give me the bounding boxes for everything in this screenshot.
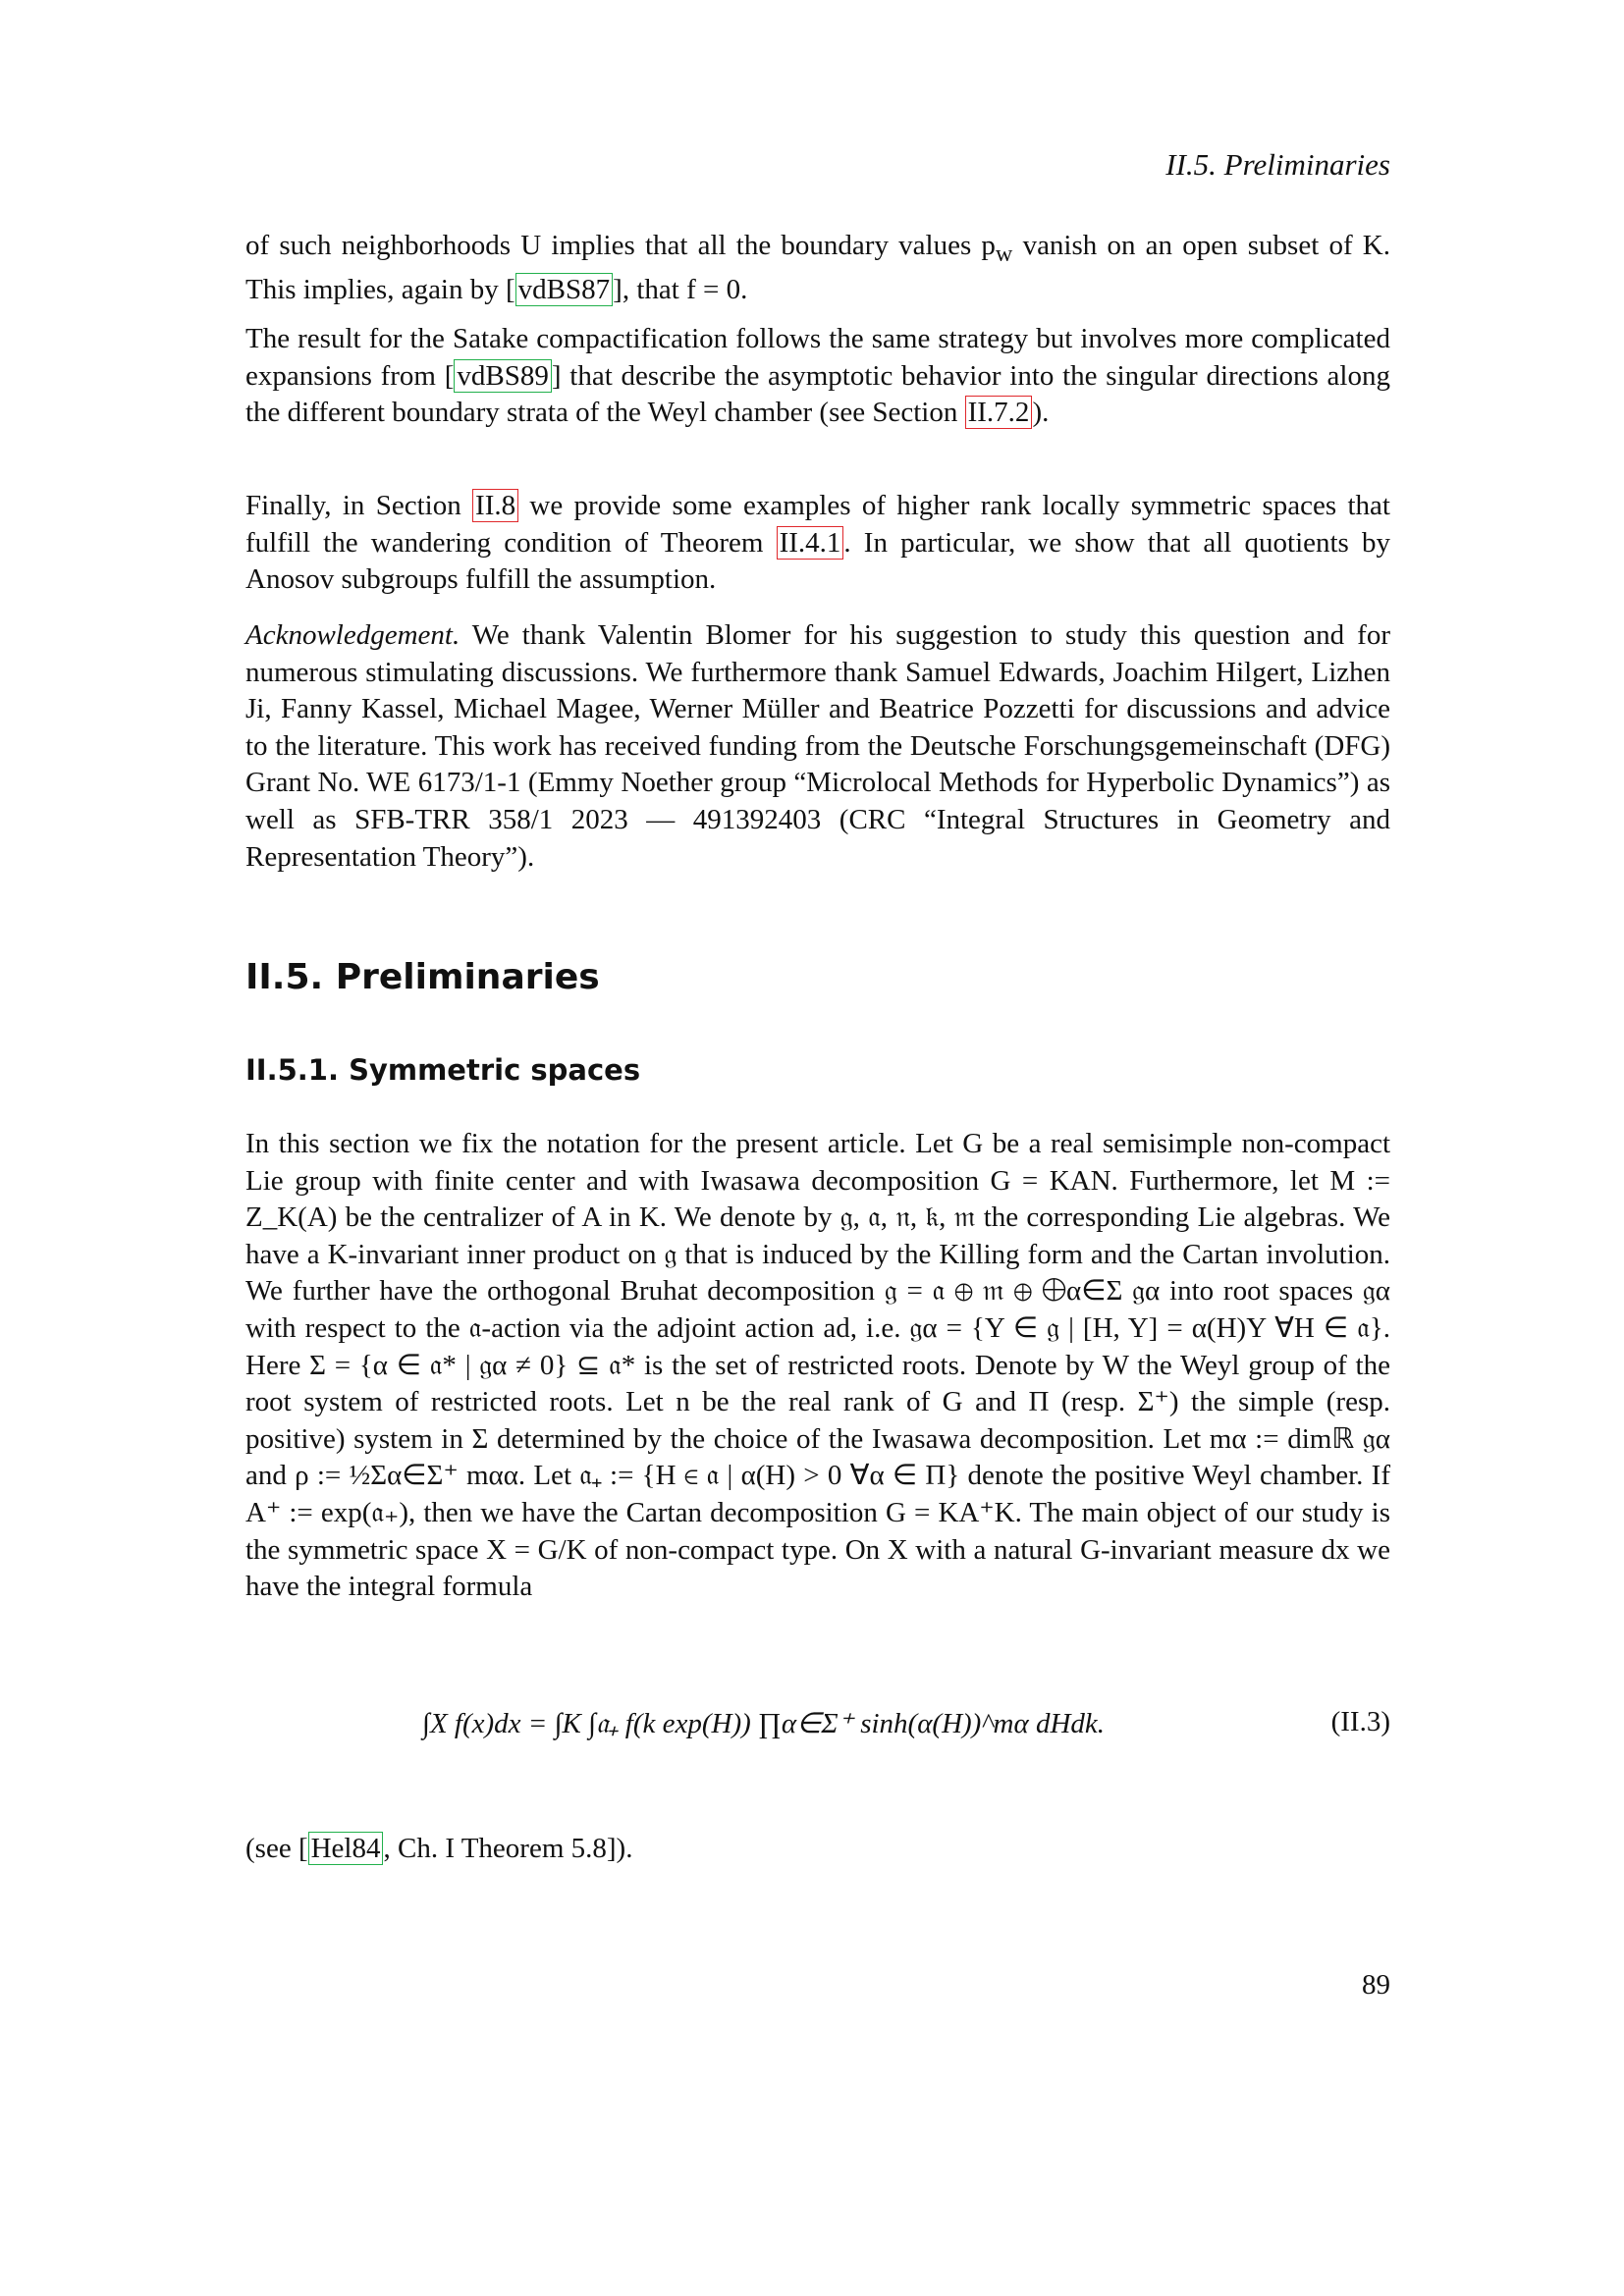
text-span: , Ch. I Theorem 5.8]). [383, 1833, 633, 1864]
section-title: II.5. Preliminaries [245, 957, 600, 997]
text-span: ). [1032, 397, 1050, 429]
paragraph-reference: (see [ Hel84 , Ch. I Theorem 5.8]). [245, 1833, 633, 1864]
text-span: we provide some examples of higher rank locally symmetric spaces that fulfill the wandering condition of Theorem [245, 490, 1390, 559]
section-link[interactable]: II.7.2 [965, 396, 1033, 429]
paragraph-satake: The result for the Satake compactification follows the same strategy but involves more complicated expansions from [ vdBS89 ] that describe the asymptotic behavior into the singular directions along the different boundary strata of the Weyl chamber (see Section II.7.2 ). [245, 323, 1390, 429]
text-span: (see [245, 1833, 298, 1864]
text-span: vanish on an open subset of K. This implies, again by [245, 230, 1391, 306]
citation-link[interactable]: vdBS89 [454, 359, 551, 393]
paragraph-boundary-values: of such neighborhoods U implies that all the boundary values $p_w$ vanish on an open subset of K. This implies, again by [ vdBS87 ], that f = 0. [245, 230, 1391, 306]
text-span: , that f = 0. [622, 274, 748, 306]
subsection-title: II.5.1. Symmetric spaces [245, 1053, 641, 1087]
theorem-link[interactable]: II.4.1 [777, 526, 844, 560]
text-span: The result for the Satake compactification follows the same strategy but involves more complicated expansions from [245, 323, 1390, 392]
page-number: 89 [1362, 1969, 1390, 2001]
text-span: Finally, in Section [245, 490, 473, 521]
text-span: . In particular, we show that all quotients by Anosov subgroups fulfill the assumption. [245, 526, 1390, 596]
citation-link[interactable]: Hel84 [308, 1832, 384, 1865]
citation-link[interactable]: vdBS87 [515, 273, 613, 306]
paragraph-examples [245, 488, 1390, 599]
section-link[interactable]: II.8 [472, 489, 518, 522]
equation-number: (II.3) [1330, 1706, 1390, 1737]
running-header: II.5. Preliminaries [1165, 147, 1390, 182]
text-span: that describe the asymptotic behavior into the singular directions along the different boundary strata of the Weyl chamber (see Section [245, 359, 1390, 429]
notation-text: In this section we fix the notation for the present article. Let G be a real semisimple non-compact Lie group with finite center and with Iwasawa decomposition G = KAN. Furthermore, let M := Z_K(A) be the centralizer of A in K. We denote by 𝔤, 𝔞, 𝔫, 𝔨, 𝔪 the corresponding Lie algebras. We have a K-invariant inner product on 𝔤 that is induced by the Killing form and the Cartan involution. We further have the orthogonal Bruhat decomposition 𝔤 = 𝔞 ⊕ 𝔪 ⊕ ⨁α∈Σ 𝔤α into root spaces 𝔤α with respect to the 𝔞-action via the adjoint action ad, i.e. 𝔤α = {Y ∈ 𝔤 | [H, Y] = α(H)Y ∀H ∈ 𝔞}. Here Σ = {α ∈ 𝔞* | 𝔤α ≠ 0} ⊆ 𝔞* is the set of restricted roots. Denote by W the Weyl group of the root system of restricted roots. Let n be the real rank of G and Π (resp. Σ⁺) the simple (resp. positive) system in Σ determined by the choice of the Iwasawa decomposition. Let mα := dimℝ 𝔤α and ρ := ½Σα∈Σ⁺ mαα. Let 𝔞₊ := {H ∈ 𝔞 | α(H) > 0 ∀α ∈ Π} denote the positive Weyl chamber. If A⁺ := exp(𝔞₊), then we have the Cartan decomposition G = KA⁺K. The main object of our study is the symmetric space X = G/K of non-compact type. On X with a natural G-invariant measure dx we have the integral formula [245, 1128, 1390, 1603]
paragraph-notation [245, 1126, 1390, 1606]
subscript: w [995, 240, 1013, 267]
paragraph-acknowledgement [245, 617, 1390, 876]
equation-body: ∫X f(x)dx = ∫K ∫𝔞₊ f(k exp(H)) ∏α∈Σ⁺ sinh(α(H))^mα dHdk. [422, 1708, 1106, 1739]
acknowledgement-text: We thank Valentin Blomer for his suggestion to study this question and for numerous stimulating discussions. We furthermore thank Samuel Edwards, Joachim Hilgert, Lizhen Ji, Fanny Kassel, Michael Magee, Werner Müller and Beatrice Pozzetti for discussions and advice to the literature. This work has received funding from the Deutsche Forschungsgemeinschaft (DFG) Grant No. WE 6173/1-1 (Emmy Noether group “Microlocal Methods for Hyperbolic Dynamics”) as well as SFB-TRR 358/1 2023 — 491392403 (CRC “Integral Structures in Geometry and Representation Theory”). [245, 619, 1390, 873]
acknowledgement-label: Acknowledgement. [245, 619, 460, 651]
integral-formula [245, 1686, 1390, 1775]
text-span: of such neighborhoods U implies that all the boundary values p [245, 230, 996, 261]
